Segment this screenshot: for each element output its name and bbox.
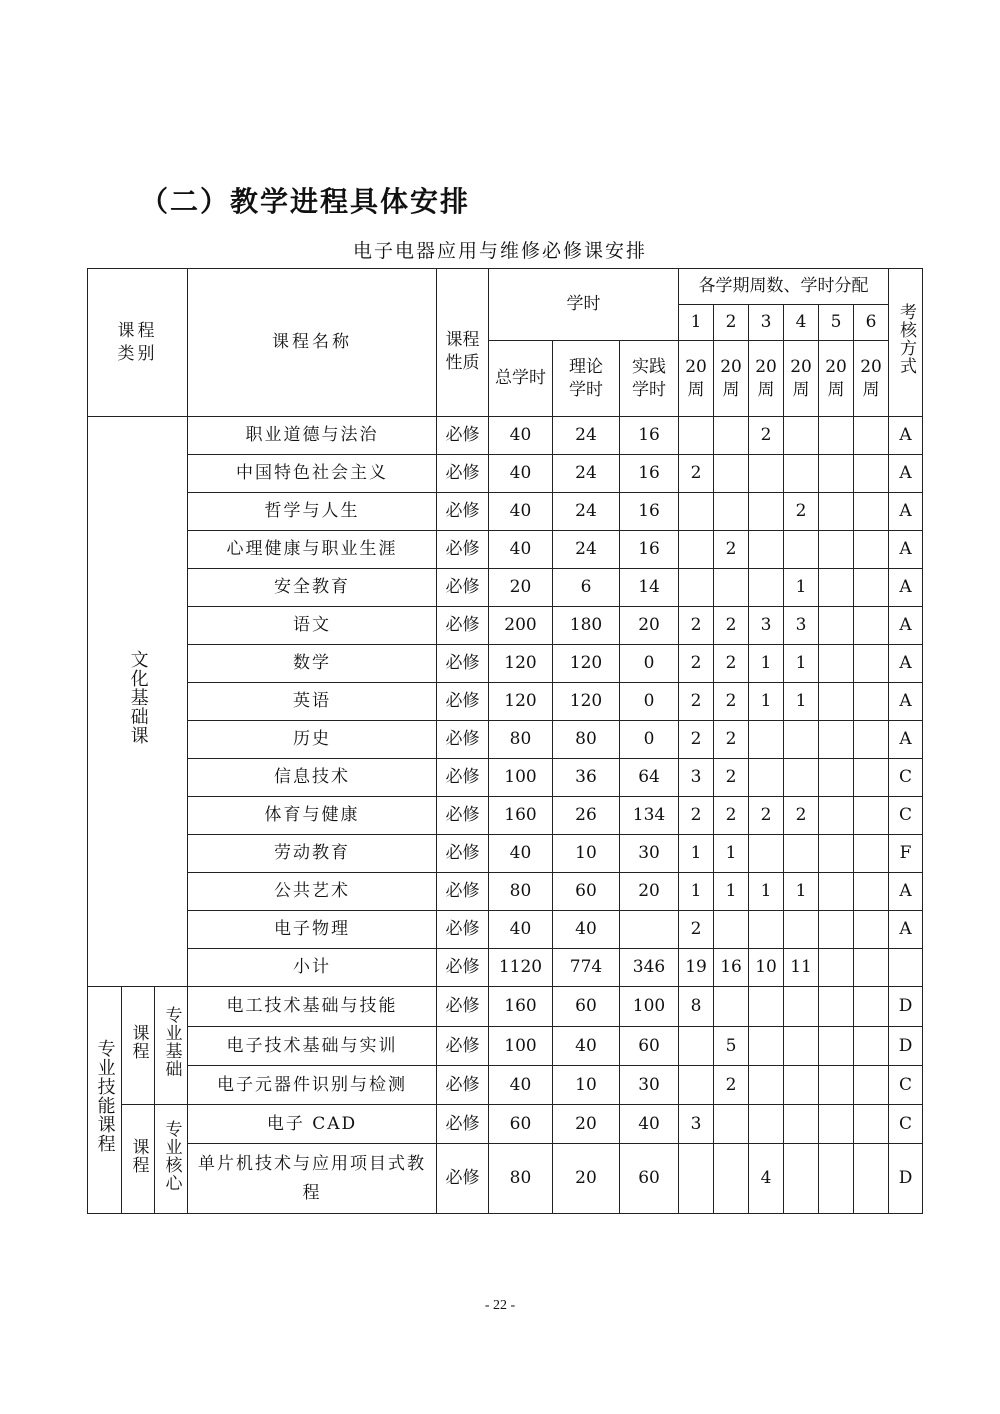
total-hours: 80 [489,1144,553,1214]
practice-hours: 0 [620,721,679,759]
total-hours: 120 [489,683,553,721]
table-row [88,607,923,645]
course-nature: 必修 [437,1144,489,1214]
semester-3-hours [749,987,784,1027]
header-nature: 课程性质 [437,269,489,417]
exam-method: C [889,1105,923,1144]
semester-6: 6 [854,305,889,341]
total-hours: 40 [489,1066,553,1105]
exam-method: D [889,1144,923,1214]
subcategory-course-core [122,1105,155,1214]
table-row [88,493,923,531]
exam-method [889,949,923,987]
semester-4-hours [784,531,819,569]
course-name: 安全教育 [188,569,437,607]
table-row [88,721,923,759]
semester-5-hours [819,1105,854,1144]
table-row [88,531,923,569]
theory-hours: 60 [553,873,620,911]
total-hours: 200 [489,607,553,645]
course-nature: 必修 [437,797,489,835]
semester-3-hours [749,721,784,759]
semester-1-hours: 3 [679,759,714,797]
semester-6-hours [854,721,889,759]
exam-method: A [889,455,923,493]
practice-hours: 16 [620,493,679,531]
course-nature: 必修 [437,1027,489,1066]
semester-1-hours [679,417,714,455]
semester-6-hours [854,683,889,721]
semester-2-hours: 1 [714,873,749,911]
exam-method: A [889,531,923,569]
table-row [88,797,923,835]
exam-method: C [889,1066,923,1105]
weeks-5: 20周 [819,341,854,417]
course-name: 劳动教育 [188,835,437,873]
course-name: 中国特色社会主义 [188,455,437,493]
course-name: 电子物理 [188,911,437,949]
semester-3-hours: 1 [749,873,784,911]
category-culture-label: 文化基础课 [127,650,149,746]
header-practice-hours: 实践学时 [620,341,679,417]
exam-method: C [889,797,923,835]
semester-3-hours [749,759,784,797]
course-nature: 必修 [437,835,489,873]
semester-4-hours [784,721,819,759]
total-hours: 160 [489,987,553,1027]
semester-1-hours: 19 [679,949,714,987]
semester-1-hours [679,531,714,569]
table-row [88,455,923,493]
semester-6-hours [854,911,889,949]
practice-hours: 100 [620,987,679,1027]
semester-1-hours [679,569,714,607]
semester-1-hours: 2 [679,455,714,493]
total-hours: 80 [489,873,553,911]
practice-hours: 16 [620,531,679,569]
course-nature: 必修 [437,911,489,949]
semester-5-hours [819,873,854,911]
weeks-4: 20周 [784,341,819,417]
course-nature: 必修 [437,721,489,759]
theory-hours: 24 [553,531,620,569]
theory-hours: 40 [553,911,620,949]
header-hours: 学时 [489,269,679,341]
total-hours: 40 [489,531,553,569]
semester-4-hours [784,835,819,873]
course-name: 体育与健康 [188,797,437,835]
table-row [88,683,923,721]
semester-1-hours [679,1027,714,1066]
semester-4-hours [784,1105,819,1144]
exam-method: A [889,873,923,911]
total-hours: 40 [489,417,553,455]
semester-2-hours [714,987,749,1027]
semester-2-hours [714,455,749,493]
table-row [88,1066,923,1105]
table-row [88,873,923,911]
course-name: 英语 [188,683,437,721]
theory-hours: 60 [553,987,620,1027]
semester-2-hours: 2 [714,607,749,645]
semester-1-hours [679,493,714,531]
semester-4-hours: 1 [784,683,819,721]
course-nature: 必修 [437,1066,489,1105]
semester-4-hours: 1 [784,645,819,683]
semester-6-hours [854,759,889,797]
theory-hours: 120 [553,645,620,683]
course-nature: 必修 [437,683,489,721]
semester-3: 3 [749,305,784,341]
semester-4-hours [784,417,819,455]
exam-method: A [889,493,923,531]
semester-4-hours [784,1066,819,1105]
table-caption: 电子电器应用与维修必修课安排 [352,240,647,262]
table-row [88,1144,923,1214]
semester-2-hours: 2 [714,1066,749,1105]
semester-3-hours [749,531,784,569]
table-row [88,645,923,683]
category-professional [88,987,122,1214]
theory-hours: 10 [553,835,620,873]
exam-method: A [889,417,923,455]
category-professional-label: 专业技能课程 [94,1039,116,1154]
semester-5-hours [819,1066,854,1105]
theory-hours: 20 [553,1144,620,1214]
semester-2-hours: 2 [714,683,749,721]
theory-hours: 26 [553,797,620,835]
table-row [88,1027,923,1066]
table-row [88,759,923,797]
practice-hours: 346 [620,949,679,987]
theory-hours: 24 [553,455,620,493]
header-total-hours: 总学时 [489,341,553,417]
total-hours: 1120 [489,949,553,987]
semester-2-hours: 1 [714,835,749,873]
prof-core-label: 专业核心 [161,1119,182,1192]
semester-2-hours: 2 [714,721,749,759]
course-name: 电子元器件识别与检测 [188,1066,437,1105]
semester-2-hours [714,911,749,949]
section-title: （二）教学进程具体安排 [140,185,471,218]
semester-6-hours [854,531,889,569]
semester-2-hours: 2 [714,759,749,797]
weeks-1: 20周 [679,341,714,417]
course-nature: 必修 [437,949,489,987]
semester-1-hours: 2 [679,683,714,721]
weeks-6: 20周 [854,341,889,417]
table-row [88,911,923,949]
course-nature: 必修 [437,493,489,531]
semester-5-hours [819,531,854,569]
semester-3-hours [749,493,784,531]
course-name: 语文 [188,607,437,645]
semester-6-hours [854,455,889,493]
total-hours: 160 [489,797,553,835]
semester-2-hours: 5 [714,1027,749,1066]
practice-hours: 64 [620,759,679,797]
semester-6-hours [854,493,889,531]
semester-1-hours: 2 [679,645,714,683]
course-name: 职业道德与法治 [188,417,437,455]
semester-6-hours [854,1105,889,1144]
table-row [88,417,923,455]
semester-1-hours: 8 [679,987,714,1027]
theory-hours: 36 [553,759,620,797]
practice-hours: 30 [620,1066,679,1105]
semester-1-hours: 2 [679,797,714,835]
course-nature: 必修 [437,607,489,645]
semester-6-hours [854,607,889,645]
semester-5-hours [819,949,854,987]
semester-5-hours [819,987,854,1027]
theory-hours: 40 [553,1027,620,1066]
semester-5-hours [819,1027,854,1066]
practice-hours: 20 [620,607,679,645]
semester-6-hours [854,1144,889,1214]
table-row [88,949,923,987]
page-number: - 22 - [484,1298,516,1313]
course-nature: 必修 [437,759,489,797]
header-semesters: 各学期周数、学时分配 [679,269,889,305]
semester-4-hours: 2 [784,493,819,531]
course-nature: 必修 [437,645,489,683]
course-name: 电工技术基础与技能 [188,987,437,1027]
semester-3-hours: 3 [749,607,784,645]
semester-2-hours [714,569,749,607]
weeks-3: 20周 [749,341,784,417]
course-nature: 必修 [437,569,489,607]
semester-6-hours [854,873,889,911]
semester-2-hours [714,493,749,531]
course-name: 历史 [188,721,437,759]
semester-5-hours [819,455,854,493]
semester-5-hours [819,721,854,759]
course-label: 课程 [128,1024,149,1061]
course-name: 数学 [188,645,437,683]
semester-6-hours [854,417,889,455]
total-hours: 60 [489,1105,553,1144]
semester-4-hours [784,759,819,797]
semester-4-hours [784,455,819,493]
header-category: 课程类别 [88,269,188,417]
total-hours: 100 [489,759,553,797]
semester-6-hours [854,987,889,1027]
course-name: 电子技术基础与实训 [188,1027,437,1066]
practice-hours: 16 [620,417,679,455]
semester-3-hours [749,835,784,873]
theory-hours: 10 [553,1066,620,1105]
semester-3-hours: 2 [749,797,784,835]
exam-method: C [889,759,923,797]
course-name: 小计 [188,949,437,987]
course-name: 哲学与人生 [188,493,437,531]
semester-4-hours: 1 [784,873,819,911]
semester-3-hours [749,1105,784,1144]
semester-6-hours [854,835,889,873]
table-body [88,269,923,1214]
semester-5-hours [819,797,854,835]
course-name: 信息技术 [188,759,437,797]
header-course-name: 课程名称 [188,269,437,417]
semester-4-hours [784,987,819,1027]
subcategory-course-basic [122,987,155,1105]
semester-2-hours: 2 [714,645,749,683]
theory-hours: 120 [553,683,620,721]
theory-hours: 180 [553,607,620,645]
course-nature: 必修 [437,455,489,493]
course-nature: 必修 [437,1105,489,1144]
table-row [88,987,923,1027]
semester-1-hours: 1 [679,835,714,873]
semester-1-hours [679,1066,714,1105]
practice-hours [620,911,679,949]
semester-3-hours: 1 [749,645,784,683]
semester-3-hours [749,1066,784,1105]
course-name: 单片机技术与应用项目式教程 [188,1144,437,1214]
table-row [88,1105,923,1144]
semester-1-hours: 1 [679,873,714,911]
practice-hours: 0 [620,683,679,721]
semester-3-hours: 10 [749,949,784,987]
practice-hours: 14 [620,569,679,607]
course-nature: 必修 [437,531,489,569]
semester-4-hours: 3 [784,607,819,645]
total-hours: 40 [489,911,553,949]
course-schedule-table [87,268,923,1214]
total-hours: 20 [489,569,553,607]
practice-hours: 0 [620,645,679,683]
semester-2-hours [714,417,749,455]
semester-6-hours [854,1066,889,1105]
exam-method: A [889,683,923,721]
semester-5: 5 [819,305,854,341]
semester-3-hours: 1 [749,683,784,721]
practice-hours: 40 [620,1105,679,1144]
exam-method: A [889,721,923,759]
semester-4-hours: 2 [784,797,819,835]
course-nature: 必修 [437,873,489,911]
practice-hours: 30 [620,835,679,873]
semester-3-hours: 2 [749,417,784,455]
semester-6-hours [854,1027,889,1066]
exam-method: A [889,607,923,645]
theory-hours: 20 [553,1105,620,1144]
semester-1-hours: 2 [679,911,714,949]
semester-1-hours [679,1144,714,1214]
theory-hours: 24 [553,417,620,455]
semester-3-hours [749,455,784,493]
semester-2: 2 [714,305,749,341]
semester-2-hours: 16 [714,949,749,987]
semester-3-hours [749,569,784,607]
theory-hours: 80 [553,721,620,759]
total-hours: 40 [489,455,553,493]
semester-4-hours [784,1027,819,1066]
course-nature: 必修 [437,417,489,455]
theory-hours: 24 [553,493,620,531]
semester-1-hours: 2 [679,721,714,759]
semester-3-hours [749,911,784,949]
table-row [88,569,923,607]
semester-5-hours [819,1144,854,1214]
semester-1-hours: 2 [679,607,714,645]
prof-basic-label: 专业基础 [161,1006,182,1079]
semester-1-hours: 3 [679,1105,714,1144]
semester-4-hours [784,911,819,949]
theory-hours: 6 [553,569,620,607]
subcategory-prof-core [155,1105,188,1214]
semester-4-hours: 1 [784,569,819,607]
total-hours: 120 [489,645,553,683]
semester-5-hours [819,569,854,607]
exam-method: A [889,569,923,607]
practice-hours: 20 [620,873,679,911]
semester-3-hours [749,1027,784,1066]
course-name: 电子 CAD [188,1105,437,1144]
subcategory-prof-basic [155,987,188,1105]
course-nature: 必修 [437,987,489,1027]
category-culture [88,417,188,987]
total-hours: 80 [489,721,553,759]
semester-5-hours [819,417,854,455]
total-hours: 100 [489,1027,553,1066]
semester-5-hours [819,835,854,873]
practice-hours: 60 [620,1027,679,1066]
practice-hours: 60 [620,1144,679,1214]
semester-2-hours [714,1105,749,1144]
theory-hours: 774 [553,949,620,987]
semester-4-hours [784,1144,819,1214]
practice-hours: 134 [620,797,679,835]
practice-hours: 16 [620,455,679,493]
semester-2-hours: 2 [714,531,749,569]
exam-method: D [889,987,923,1027]
course-name: 公共艺术 [188,873,437,911]
semester-5-hours [819,607,854,645]
semester-5-hours [819,759,854,797]
course-label: 课程 [128,1137,149,1174]
course-name: 心理健康与职业生涯 [188,531,437,569]
semester-6-hours [854,797,889,835]
header-theory-hours: 理论学时 [553,341,620,417]
header-row-1 [88,269,923,305]
table-row [88,835,923,873]
semester-6-hours [854,949,889,987]
semester-6-hours [854,645,889,683]
semester-2-hours [714,1144,749,1214]
semester-3-hours: 4 [749,1144,784,1214]
header-exam: 考核方式 [889,269,923,417]
semester-5-hours [819,493,854,531]
total-hours: 40 [489,835,553,873]
semester-2-hours: 2 [714,797,749,835]
semester-1: 1 [679,305,714,341]
semester-4-hours: 11 [784,949,819,987]
semester-5-hours [819,645,854,683]
semester-6-hours [854,569,889,607]
semester-4: 4 [784,305,819,341]
total-hours: 40 [489,493,553,531]
weeks-2: 20周 [714,341,749,417]
exam-method: A [889,645,923,683]
semester-5-hours [819,911,854,949]
exam-method: F [889,835,923,873]
semester-5-hours [819,683,854,721]
exam-method: D [889,1027,923,1066]
exam-method: A [889,911,923,949]
